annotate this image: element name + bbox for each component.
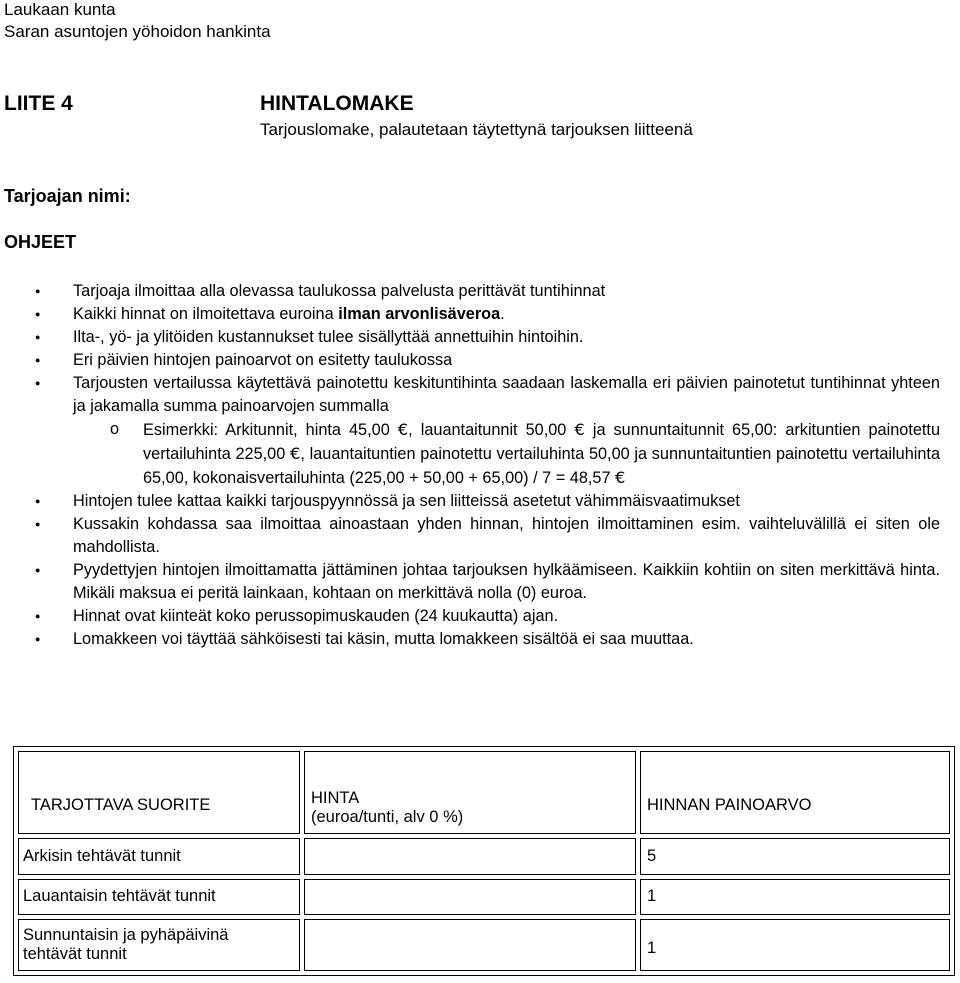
vat-note: ilman arvonlisäveroa [338,305,501,323]
service-label: Lauantaisin tehtävät tunnit [18,879,300,915]
appendix-label: LIITE 4 [4,92,73,115]
list-item: ● Pyydettyjen hintojen ilmoittamatta jättäminen johtaa tarjouksen hylkäämiseen. Kaikkiin kohtiin on siten merkittävä hinta. Mikäli maksua ei peritä lainkaan, kohtaan on merkittävä nolla (0) euroa. [0,559,960,605]
table-header-row [18,751,950,834]
list-item: ● Tarjoaja ilmoittaa alla olevassa taulukossa palvelusta perittävät tuntihinnat [0,280,960,303]
col-header-service: TARJOTTAVA SUORITE [18,751,300,834]
page-title: HINTALOMAKE [260,92,414,115]
table-row [18,879,950,915]
price-input-cell[interactable] [304,838,636,874]
euro-sign: € [574,420,585,439]
instructions-list [0,280,960,651]
table-row [18,919,950,971]
service-label: Sunnuntaisin ja pyhäpäivinä tehtävät tunnit [18,919,300,971]
table-row [18,838,950,874]
instructions-heading: OHJEET [4,232,77,252]
weight-value: 1 [640,919,950,971]
list-item: ● Kussakin kohdassa saa ilmoittaa ainoastaan yhden hinnan, hintojen ilmoittaminen esim. vaihteluvälillä ei siten ole mahdollista. [0,513,960,559]
example-sub-item: o Esimerkki: Arkitunnit, hinta 45,00 €, lauantaitunnit 50,00 € ja sunnuntaitunnit 65,00: arkituntien painotettu vertailuhinta 225,00 €, lauantaituntien painotettu vertailuhinta 50,00 ja sunnuntaituntien painotettu vertailuhinta 65,00, kokonaisvertailuhinta (225,00 + 50,00 + 65,00) / 7 = 48,57 € [0,418,960,490]
list-item: ● Tarjousten vertailussa käytettävä painotettu keskituntihinta saadaan laskemalla eri päivien painotetut tuntihinnat yhteen ja jakamalla summa painoarvojen summalla [0,372,960,418]
euro-sign: € [290,444,301,463]
price-input-cell[interactable] [304,879,636,915]
price-input-cell[interactable] [304,919,636,971]
page-subtitle: Tarjouslomake, palautetaan täytettynä tarjouksen liitteenä [260,120,693,139]
list-item: ● Kaikki hinnat on ilmoitettava euroina ilman arvonlisäveroa. [0,303,960,326]
list-item: ● Ilta-, yö- ja ylitöiden kustannukset tulee sisällyttää annettuihin hintoihin. [0,326,960,349]
list-item: ● Hinnat ovat kiinteät koko perussopimuskauden (24 kuukautta) ajan. [0,605,960,628]
weight-value: 5 [640,838,950,874]
project-name: Saran asuntojen yöhoidon hankinta [4,22,271,41]
euro-sign: € [397,420,409,439]
col-header-price: HINTA (euroa/tunti, alv 0 %) [304,751,636,834]
price-table [13,746,955,976]
list-item: ● Hintojen tulee kattaa kaikki tarjouspyynnössä ja sen liitteissä asetetut vähimmäisvaatimukset [0,490,960,513]
municipality-name: Laukaan kunta [4,0,116,19]
list-item: ● Lomakkeen voi täyttää sähköisesti tai käsin, mutta lomakkeen sisältöä ei saa muuttaa. [0,628,960,651]
bidder-name-label: Tarjoajan nimi: [4,186,131,206]
weight-value: 1 [640,879,950,915]
list-item: ● Eri päivien hintojen painoarvot on esitetty taulukossa [0,349,960,372]
service-label: Arkisin tehtävät tunnit [18,838,300,874]
col-header-weight: HINNAN PAINOARVO [640,751,950,834]
euro-sign: € [615,468,626,487]
